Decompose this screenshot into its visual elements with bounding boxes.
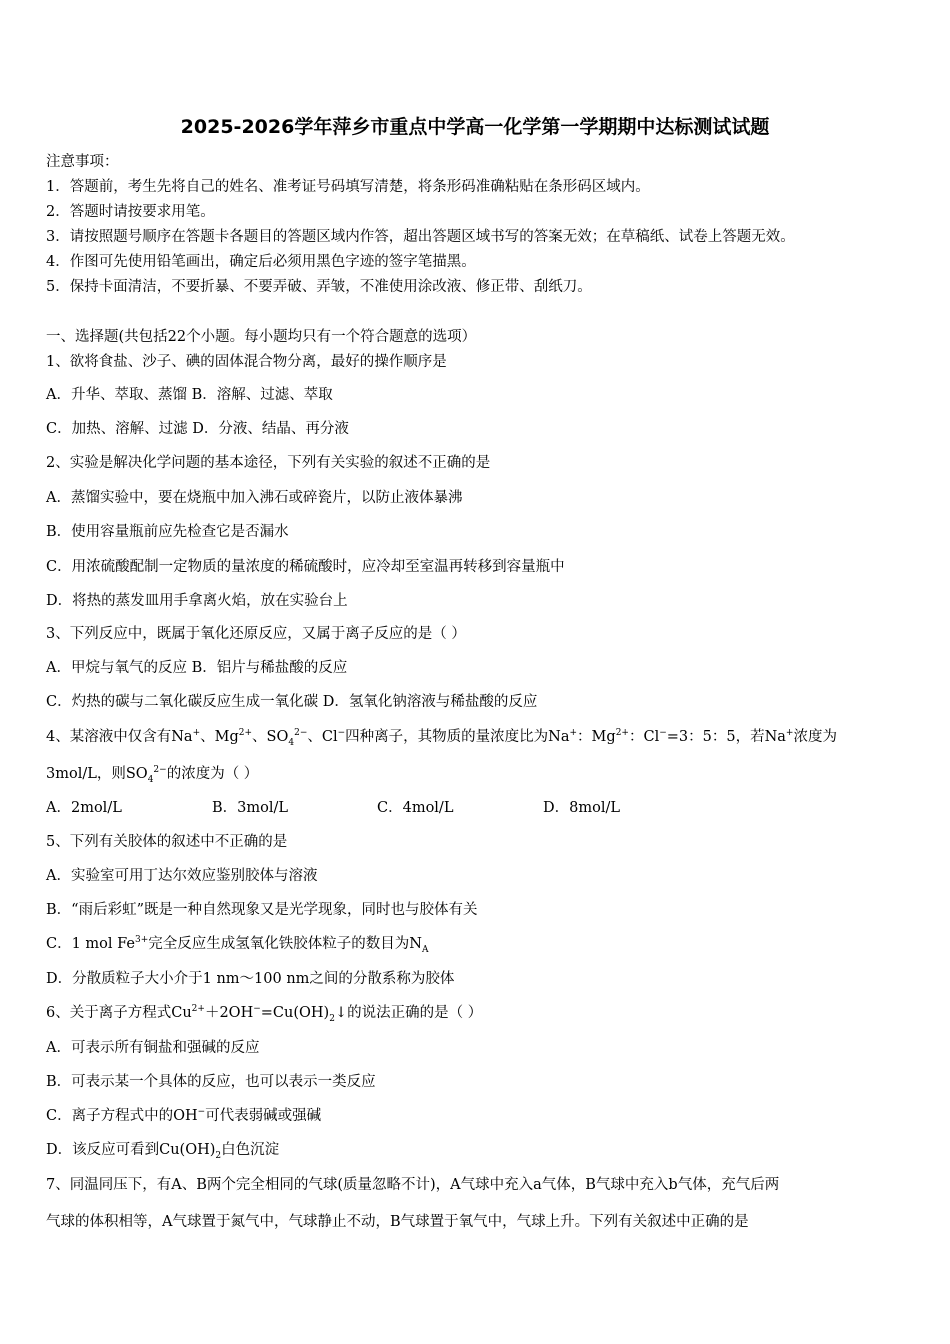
q4-sup: +: [192, 728, 201, 739]
q4-sup: −: [337, 728, 346, 739]
page-title: 2025-2026学年萍乡市重点中学高一化学第一学期期中达标测试试题: [180, 116, 770, 138]
q6-text: 6、关于离子方程式Cu: [46, 1005, 192, 1021]
q6-sup: −: [197, 1107, 206, 1118]
notice-item: 3．请按照题号顺序在答题卡各题目的答题区域内作答，超出答题区域书写的答案无效；在草稿纸、试卷上答题无效。: [46, 229, 795, 245]
question-7-stem-line-2: 气球的体积相等，A气球置于氮气中，气球静止不动，B气球置于氧气中，气球上升。下列有关叙述中正确的是: [46, 1214, 749, 1230]
q6-text: =Cu(OH): [260, 1005, 330, 1021]
q4-text: 的浓度为（ ）: [166, 766, 259, 782]
q5-sub: A: [421, 944, 429, 955]
q4-sup: 2+: [238, 728, 253, 739]
question-5-option-d: D．分散质粒子大小介于1 nm～100 nm之间的分散系称为胶体: [46, 971, 455, 987]
q5-sup: 3+: [135, 935, 149, 946]
q6-text: C．离子方程式中的OH: [46, 1108, 198, 1124]
q4-sub: 4: [288, 737, 295, 748]
q6-text: ↓的说法正确的是（ ）: [334, 1005, 483, 1021]
q4-sup: 2+: [615, 728, 629, 739]
q4-sup: −: [659, 728, 667, 739]
q5-text: C．1 mol Fe: [46, 936, 136, 952]
question-3-stem: 3、下列反应中，既属于氧化还原反应，又属于离子反应的是（ ）: [46, 626, 466, 642]
question-3-options-ab: A．甲烷与氧气的反应 B．铝片与稀盐酸的反应: [46, 660, 348, 676]
q4-sup: +: [785, 728, 794, 739]
question-4-option-d: D．8mol/L: [543, 800, 620, 816]
notice-heading: 注意事项：: [46, 154, 119, 170]
section-heading: 一、选择题(共包括22个小题。每小题均只有一个符合题意的选项）: [46, 329, 477, 345]
question-4-stem-line-1: [46, 727, 837, 747]
q4-text: ：Mg: [577, 729, 616, 745]
q4-sup: +: [569, 728, 578, 739]
question-1-stem: 1、欲将食盐、沙子、碘的固体混合物分离，最好的操作顺序是: [46, 354, 447, 370]
question-2-option-a: A．蒸馏实验中，要在烧瓶中加入沸石或碎瓷片，以防止液体暴沸: [46, 490, 463, 506]
q4-text: 浓度为: [793, 729, 837, 745]
q4-text: 、Cl: [307, 729, 338, 745]
question-4-option-c: C．4mol/L: [377, 800, 454, 816]
q6-text: 可代表弱碱或强碱: [205, 1108, 322, 1124]
question-2-option-c: C．用浓硫酸配制一定物质的量浓度的稀硫酸时，应冷却至室温再转移到容量瓶中: [46, 559, 565, 575]
q6-sub: 2: [329, 1013, 335, 1024]
question-2-option-d: D．将热的蒸发皿用手拿离火焰，放在实验台上: [46, 593, 348, 609]
question-6-option-c: [46, 1106, 321, 1126]
question-5-stem: 5、下列有关胶体的叙述中不正确的是: [46, 834, 288, 850]
question-3-options-cd: C．灼热的碳与二氧化碳反应生成一氧化碳 D．氢氧化钠溶液与稀盐酸的反应: [46, 694, 538, 710]
question-2-stem: 2、实验是解决化学问题的基本途径，下列有关实验的叙述不正确的是: [46, 455, 491, 471]
notice-item: 1．答题前，考生先将自己的姓名、准考证号码填写清楚，将条形码准确粘贴在条形码区域内。: [46, 179, 650, 195]
q4-text: =3：5：5，若Na: [666, 729, 786, 745]
q4-sup: 2−: [294, 728, 308, 739]
notice-item: 4．作图可先使用铅笔画出，确定后必须用黑色字迹的签字笔描黑。: [46, 254, 476, 270]
question-1-options-cd: C．加热、溶解、过滤 D．分液、结晶、再分液: [46, 421, 349, 437]
q6-sup: 2+: [191, 1004, 205, 1015]
question-6-option-a: A．可表示所有铜盐和强碱的反应: [46, 1040, 260, 1056]
q4-text: 、SO: [252, 729, 289, 745]
q4-text: 3mol/L，则SO: [46, 766, 148, 782]
q6-sup: −: [253, 1004, 261, 1015]
q6-text: D．该反应可看到Cu(OH): [46, 1142, 216, 1158]
q4-sup: 2−: [153, 765, 167, 776]
q6-text: 白色沉淀: [221, 1142, 280, 1158]
question-6-option-d: [46, 1140, 279, 1160]
question-4-option-a: A．2mol/L: [46, 800, 122, 816]
question-7-stem-line-1: 7、同温同压下，有A、B两个完全相同的气球(质量忽略不计)，A气球中充入a气体，B气球中充入b气体，充气后两: [46, 1177, 780, 1193]
q4-text: 四种离子，其物质的量浓度比为Na: [345, 729, 570, 745]
question-4-stem-line-2: [46, 764, 258, 784]
question-6-stem: [46, 1003, 482, 1023]
q4-text: 、Mg: [200, 729, 239, 745]
question-6-option-b: B．可表示某一个具体的反应，也可以表示一类反应: [46, 1074, 376, 1090]
notice-item: 2．答题时请按要求用笔。: [46, 204, 215, 220]
question-5-option-c: [46, 934, 428, 954]
question-5-option-a: A．实验室可用丁达尔效应鉴别胶体与溶液: [46, 868, 318, 884]
q4-sub: 4: [147, 774, 154, 785]
q6-sub: 2: [215, 1150, 222, 1161]
question-1-options-ab: A．升华、萃取、蒸馏 B．溶解、过滤、萃取: [46, 387, 333, 403]
q4-text: ：Cl: [628, 729, 660, 745]
q4-text: 4、某溶液中仅含有Na: [46, 729, 193, 745]
q6-text: ＋2OH: [204, 1005, 254, 1021]
notice-item: 5．保持卡面清洁，不要折暴、不要弄破、弄皱，不准使用涂改液、修正带、刮纸刀。: [46, 279, 592, 295]
question-2-option-b: B．使用容量瓶前应先检查它是否漏水: [46, 524, 289, 540]
q5-text: 完全反应生成氢氧化铁胶体粒子的数目为N: [148, 936, 422, 952]
question-4-option-b: B．3mol/L: [212, 800, 289, 816]
question-5-option-b: B．“雨后彩虹”既是一种自然现象又是光学现象，同时也与胶体有关: [46, 902, 478, 918]
